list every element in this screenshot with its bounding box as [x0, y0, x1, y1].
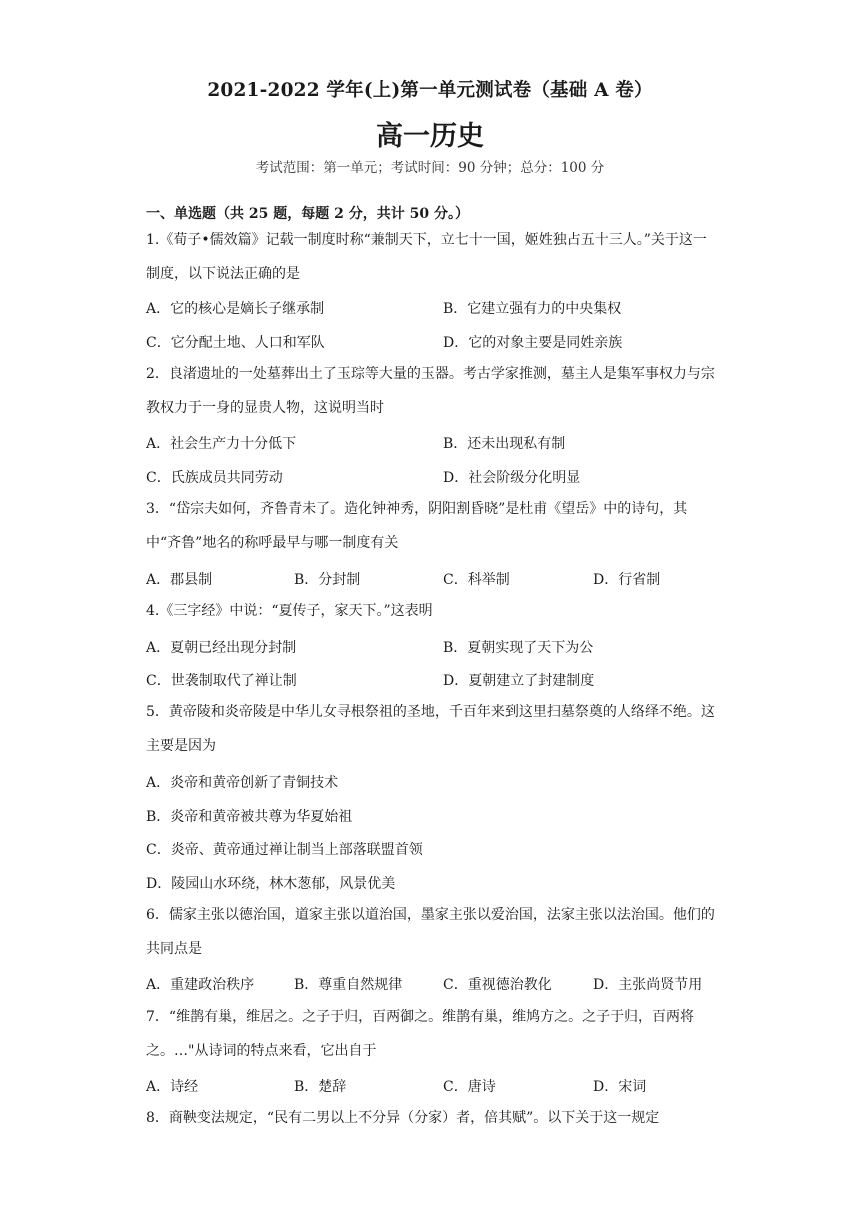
option-a[interactable]: A．它的核心是嫡长子继承制	[146, 301, 325, 317]
option-c[interactable]: C．氏族成员共同劳动	[146, 470, 283, 486]
exam-title: 2021-2022 学年(上)第一单元测试卷（基础 A 卷）	[207, 80, 653, 101]
question-stem: 2．良渚遗址的一处墓葬出土了玉琮等大量的玉器。考古学家推测，墓主人是集军事权力与宗教权力于一身的显贵人物，这说明当时	[146, 366, 715, 416]
exam-info: 考试范围：第一单元；考试时间：90 分钟；总分：100 分	[255, 160, 605, 176]
option-c[interactable]: C．科举制	[443, 572, 510, 588]
option-b[interactable]: B．炎帝和黄帝被共尊为华夏始祖	[146, 809, 353, 825]
option-b[interactable]: B．尊重自然规律	[294, 977, 403, 993]
section-title: 一、单选题（共 25 题，每题 2 分，共计 50 分。）	[146, 206, 469, 222]
option-a[interactable]: A．炎帝和黄帝创新了青铜技术	[146, 775, 339, 791]
option-b[interactable]: B．还未出现私有制	[443, 436, 566, 452]
question-stem: 8．商鞅变法规定，“民有二男以上不分异（分家）者，倍其赋”。以下关于这一规定	[146, 1110, 660, 1126]
option-a[interactable]: A．郡县制	[146, 572, 213, 588]
option-d[interactable]: D．宋词	[593, 1079, 647, 1095]
question-stem: 3．“岱宗夫如何，齐鲁青未了。造化钟神秀，阴阳割昏晓”是杜甫《望岳》中的诗句，其中“齐鲁”地名的称呼最早与哪一制度有关	[146, 501, 688, 551]
question-stem: 6．儒家主张以德治国，道家主张以道治国，墨家主张以爱治国，法家主张以法治国。他们的共同点是	[146, 907, 715, 957]
option-b[interactable]: B．夏朝实现了天下为公	[443, 640, 594, 656]
option-d[interactable]: D．它的对象主要是同姓亲族	[443, 335, 623, 351]
option-a[interactable]: A．社会生产力十分低下	[146, 436, 297, 452]
question-stem: 4.《三字经》中说：“夏传子，家天下。”这表明	[146, 603, 433, 619]
option-c[interactable]: C．重视德治教化	[443, 977, 552, 993]
option-b[interactable]: B．它建立强有力的中央集权	[443, 301, 622, 317]
option-d[interactable]: D．社会阶级分化明显	[443, 470, 581, 486]
option-a[interactable]: A．诗经	[146, 1079, 199, 1095]
option-c[interactable]: C．炎帝、黄帝通过禅让制当上部落联盟首领	[146, 842, 423, 858]
option-d[interactable]: D．夏朝建立了封建制度	[443, 673, 595, 689]
option-a[interactable]: A．夏朝已经出现分封制	[146, 640, 297, 656]
question-stem: 7．“维鹊有巢，维居之。之子于归，百两御之。维鹊有巢，维鸠方之。之子于归，百两将之。…"从诗词的特点来看，它出自于	[146, 1009, 695, 1059]
option-b[interactable]: B．分封制	[294, 572, 361, 588]
option-c[interactable]: C．唐诗	[443, 1079, 496, 1095]
subject-title: 高一历史	[376, 121, 484, 152]
option-d[interactable]: D．主张尚贤节用	[593, 977, 703, 993]
option-d[interactable]: D．陵园山水环绕，林木葱郁，风景优美	[146, 876, 396, 892]
option-a[interactable]: A．重建政治秩序	[146, 977, 255, 993]
option-b[interactable]: B．楚辞	[294, 1079, 347, 1095]
question-stem: 1.《荀子•儒效篇》记载一制度时称“兼制天下，立七十一国，姬姓独占五十三人。”关于这一制度，以下说法正确的是	[146, 232, 707, 282]
option-c[interactable]: C．世袭制取代了禅让制	[146, 673, 297, 689]
option-c[interactable]: C．它分配土地、人口和军队	[146, 335, 325, 351]
question-stem: 5．黄帝陵和炎帝陵是中华儿女寻根祭祖的圣地，千百年来到这里扫墓祭奠的人络绎不绝。这主要是因为	[146, 704, 715, 754]
option-d[interactable]: D．行省制	[593, 572, 661, 588]
